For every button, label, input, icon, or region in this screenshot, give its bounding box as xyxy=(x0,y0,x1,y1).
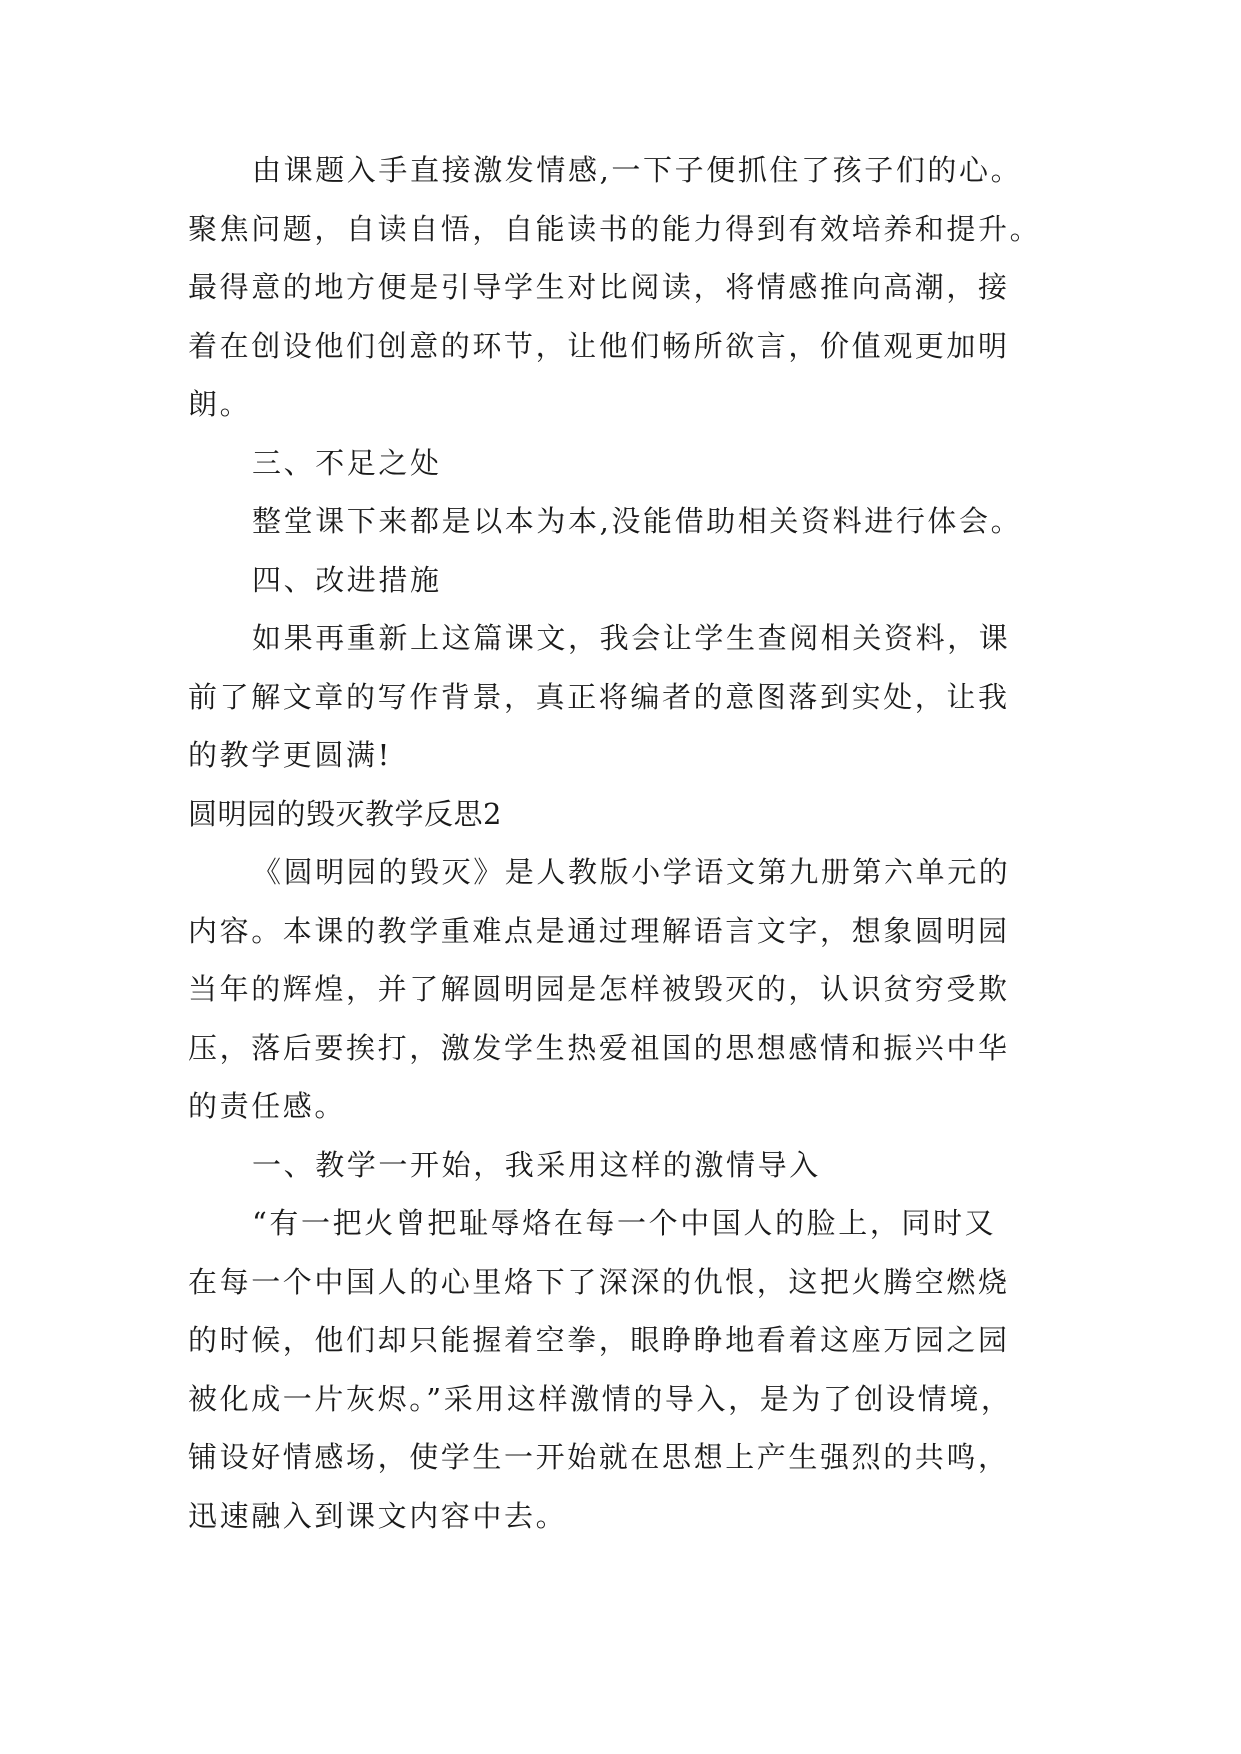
paragraph-line: 前了解文章的写作背景，真正将编者的意图落到实处，让我 xyxy=(188,679,1010,714)
paragraph-line: 在每一个中国人的心里烙下了深深的仇恨，这把火腾空燃烧 xyxy=(188,1264,1010,1299)
paragraph-line: 的教学更圆满! xyxy=(188,738,392,772)
paragraph-line: 由课题入手直接激发情感,一下子便抓住了孩子们的心。 xyxy=(252,153,1023,187)
paragraph-line: 内容。本课的教学重难点是通过理解语言文字，想象圆明园 xyxy=(188,913,1010,948)
paragraph-line: 朗。 xyxy=(188,387,252,421)
section-heading: 四、改进措施 xyxy=(252,562,442,597)
document-body xyxy=(188,141,1088,1545)
paragraph-line: 聚焦问题，自读自悟，自能读书的能力得到有效培养和提升。 xyxy=(188,211,1042,246)
paragraph-line: 迅速融入到课文内容中去。 xyxy=(188,1498,568,1533)
paragraph-line: “有一把火曾把耻辱烙在每一个中国人的脸上，同时又 xyxy=(252,1206,997,1240)
paragraph-line: 着在创设他们创意的环节，让他们畅所欲言，价值观更加明 xyxy=(188,328,1010,363)
paragraph-line: 当年的辉煌，并了解圆明园是怎样被毁灭的，认识贫穷受欺 xyxy=(188,972,1010,1006)
paragraph-line: 的时候，他们却只能握着空拳，眼睁睁地看着这座万园之园 xyxy=(188,1323,1010,1357)
paragraph-line: 压，落后要挨打，激发学生热爱祖国的思想感情和振兴中华 xyxy=(188,1030,1010,1065)
paragraph-line: 《圆明园的毁灭》是人教版小学语文第九册第六单元的 xyxy=(252,855,1011,889)
section-heading: 三、不足之处 xyxy=(252,445,442,480)
paragraph-line: 的责任感。 xyxy=(188,1089,347,1123)
paragraph-line: 整堂课下来都是以本为本,没能借助相关资料进行体会。 xyxy=(252,504,1023,538)
section-heading: 一、教学一开始，我采用这样的激情导入 xyxy=(252,1147,821,1182)
paragraph-line: 铺设好情感场，使学生一开始就在思想上产生强烈的共鸣， xyxy=(188,1440,1010,1474)
paragraph-line: 最得意的地方便是引导学生对比阅读，将情感推向高潮，接 xyxy=(188,270,1010,304)
paragraph-line: 如果再重新上这篇课文，我会让学生查阅相关资料，课 xyxy=(252,621,1011,655)
paragraph-line: 被化成一片灰烬。”采用这样激情的导入，是为了创设情境， xyxy=(188,1381,1013,1416)
article-title: 圆明园的毁灭教学反思2 xyxy=(188,796,502,831)
